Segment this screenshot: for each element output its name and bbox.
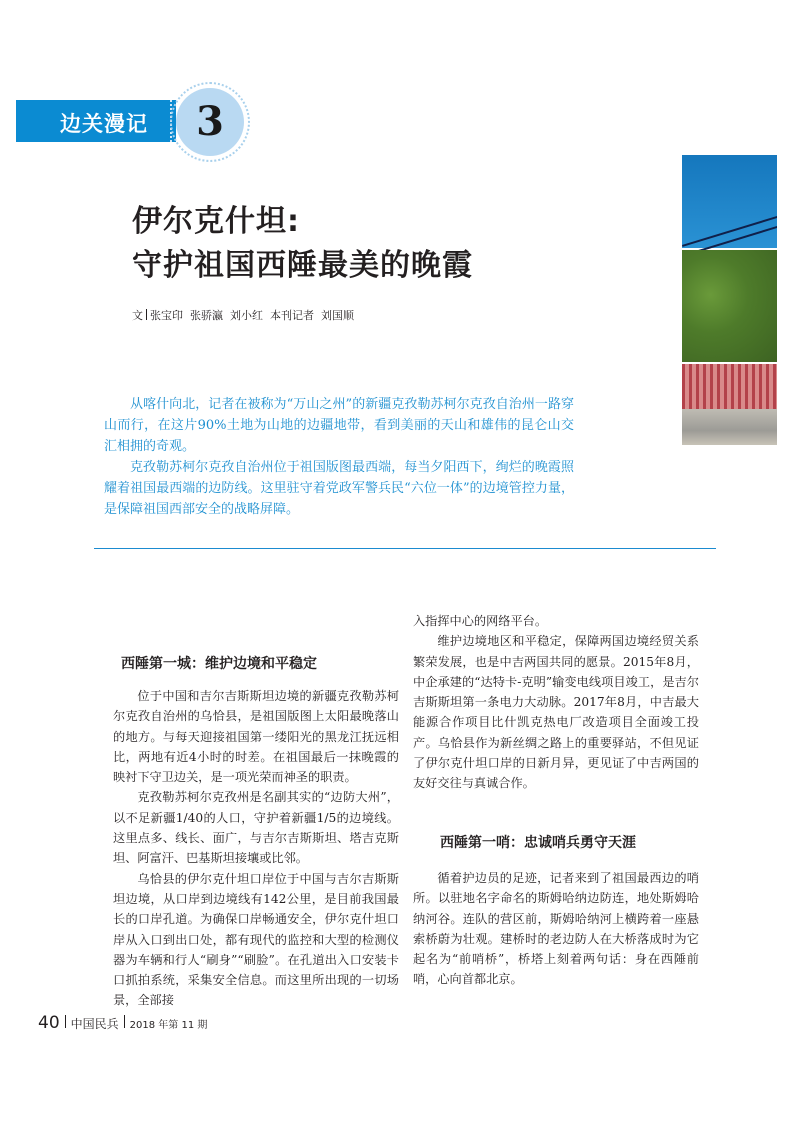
photo-walkway — [682, 409, 777, 445]
issue-label: 2018 年第 11 期 — [129, 1020, 208, 1031]
magazine-name: 中国民兵 — [70, 1017, 119, 1031]
article-photo — [682, 155, 777, 445]
photo-bridge-railing — [682, 364, 777, 409]
article-title-line2: 守护祖国西陲最美的晚霞 — [132, 248, 473, 283]
page-footer — [38, 1013, 207, 1033]
lead-paragraphs — [104, 394, 574, 520]
lead-paragraph: 克孜勒苏柯尔克孜自治州位于祖国版图最西端，每当夕阳西下，绚烂的晚霞照耀着祖国最西端的边防线。这里驻守着党政军警兵民“六位一体”的边境管控力量，是保障祖国西部安全的战略屏障。 — [104, 460, 574, 517]
body-paragraph: 循着护边员的足迹，记者来到了祖国最西边的哨所。以驻地名字命名的斯姆哈纳边防连，地处斯姆哈纳河谷。连队的营区前，斯姆哈纳河上横跨着一座悬索桥蔚为壮观。建桥时的老边防人在大桥落成时为它起名为“前哨桥”，桥塔上刻着两句话：身在西陲前哨，心向首都北京。 — [413, 871, 699, 987]
body-paragraph-continued: 入指挥中心的网络平台。 — [413, 614, 548, 628]
section-badge-label: 边关漫记 — [60, 111, 148, 136]
body-paragraph: 位于中国和吉尔吉斯斯坦边境的新疆克孜勒苏柯尔克孜自治州的乌恰县，是祖国版图上太阳最晚落山的地方。与每天迎接祖国第一缕阳光的黑龙江抚远相比，两地有近4小时的时差。在祖国最后一抹晚霞的映衬下守卫边关，是一项光荣而神圣的职责。 — [113, 689, 399, 785]
body-column-left — [113, 686, 399, 1011]
lead-paragraph: 从喀什向北，记者在被称为“万山之州”的新疆克孜勒苏柯尔克孜自治州一路穿山而行，在这片90%土地为山地的边疆地带，看到美丽的天山和雄伟的昆仑山交汇相拥的奇观。 — [104, 397, 574, 454]
section-divider — [94, 548, 716, 549]
photo-sky — [682, 155, 777, 248]
photo-trees — [682, 250, 777, 362]
body-paragraph: 克孜勒苏柯尔克孜州是名副其实的“边防大州”，以不足新疆1/40的人口，守护着新疆1/5的边境线。这里点多、线长、面广，与吉尔吉斯斯坦、塔吉克斯坦、阿富汗、巴基斯坦接壤或比邻。 — [113, 790, 399, 866]
section-heading: 西陲第一哨：忠诚哨兵勇守天涯 — [440, 835, 636, 851]
byline-separator — [146, 309, 147, 320]
body-paragraph: 乌恰县的伊尔克什坦口岸位于中国与吉尔吉斯斯坦边境，从口岸到边境线有142公里，是目前我国最长的口岸孔道。为确保口岸畅通安全，伊尔克什坦口岸从入口到出口处，都有现代的监控和大型的检测仪器为车辆和行人“刷身”“刷脸”。在孔道出入口安装卡口抓拍系统，采集安全信息。而这里所出现的一切场景，全部接 — [113, 871, 399, 1008]
section-heading: 西陲第一城：维护边境和平稳定 — [121, 656, 317, 672]
byline-prefix: 文 — [132, 309, 143, 322]
section-number-circle: 3 — [176, 88, 244, 156]
byline-authors: 张宝印 张骄瀛 刘小红 本刊记者 刘国顺 — [150, 309, 354, 322]
byline — [132, 307, 354, 323]
footer-separator — [65, 1015, 66, 1028]
section-badge — [16, 100, 176, 142]
body-column-right-lower — [413, 868, 699, 990]
page-number: 40 — [38, 1013, 60, 1033]
footer-separator — [124, 1015, 125, 1028]
body-column-right — [413, 611, 699, 794]
article-title-line1: 伊尔克什坦: — [132, 204, 300, 239]
article-title — [132, 200, 473, 288]
body-paragraph: 维护边境地区和平稳定，保障两国边境经贸关系繁荣发展，也是中吉两国共同的愿景。2015年8月，中企承建的“达特卡-克明”输变电线项目竣工，是吉尔吉斯斯坦第一条电力大动脉。2017年8月，中吉最大能源合作项目比什凯克热电厂改造项目全面竣工投产。乌恰县作为新丝绸之路上的重要驿站，不但见证了伊尔克什坦口岸的日新月异，更见证了中吉两国的友好交往与真诚合作。 — [413, 634, 699, 791]
